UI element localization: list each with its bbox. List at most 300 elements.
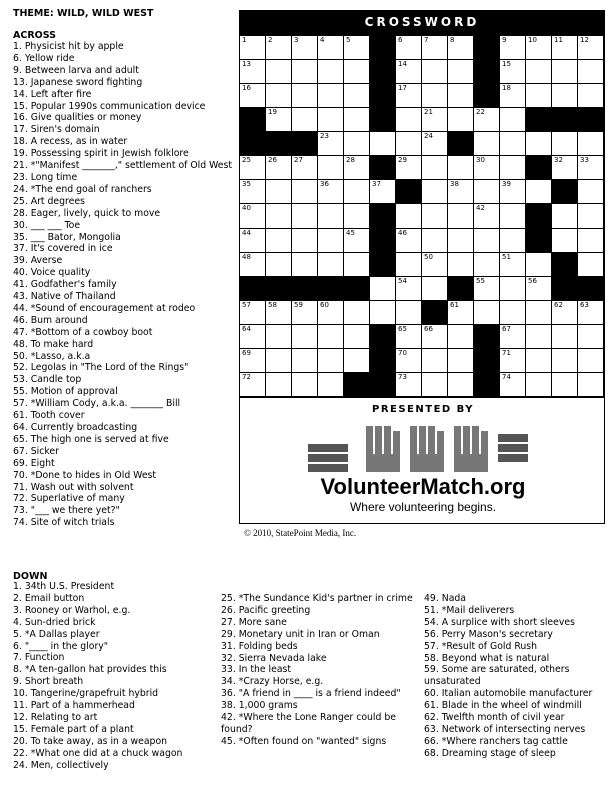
grid-cell[interactable] — [500, 108, 526, 132]
grid-cell[interactable] — [240, 301, 266, 325]
grid-cell[interactable] — [448, 36, 474, 60]
grid-cell[interactable] — [396, 84, 422, 108]
grid-cell[interactable] — [578, 84, 604, 108]
black-square — [474, 60, 500, 84]
clue-number: 61 — [450, 301, 459, 309]
grid-cell[interactable] — [500, 373, 526, 397]
across-clue: 46. Bum around — [13, 314, 88, 326]
grid-cell[interactable] — [422, 180, 448, 204]
grid-cell[interactable] — [422, 84, 448, 108]
grid-cell[interactable] — [500, 325, 526, 349]
grid-cell[interactable] — [526, 277, 552, 301]
grid-cell[interactable] — [526, 325, 552, 349]
across-clue: 65. The high one is served at five — [13, 433, 169, 445]
grid-cell[interactable] — [240, 253, 266, 277]
grid-cell[interactable] — [526, 60, 552, 84]
grid-cell[interactable] — [292, 36, 318, 60]
grid-cell[interactable] — [422, 373, 448, 397]
grid-cell[interactable] — [448, 156, 474, 180]
clue-number: 63 — [580, 301, 589, 309]
black-square — [526, 156, 552, 180]
clue-number: 73 — [398, 373, 407, 381]
down-clue: 26. Pacific greeting — [221, 604, 311, 616]
grid-cell[interactable] — [552, 325, 578, 349]
grid-cell[interactable] — [344, 325, 370, 349]
across-clue: 14. Left after fire — [13, 88, 92, 100]
grid-cell[interactable] — [292, 180, 318, 204]
black-square — [474, 373, 500, 397]
grid-cell[interactable] — [552, 229, 578, 253]
grid-cell[interactable] — [292, 325, 318, 349]
presented-by-label: PRESENTED BY — [371, 404, 474, 415]
grid-cell[interactable] — [292, 156, 318, 180]
down-clue: 57. *Result of Gold Rush — [424, 640, 537, 652]
grid-cell[interactable] — [266, 84, 292, 108]
grid-cell[interactable] — [318, 325, 344, 349]
black-square — [370, 156, 396, 180]
grid-cell[interactable] — [474, 180, 500, 204]
grid-cell[interactable] — [240, 84, 266, 108]
grid-cell[interactable] — [578, 156, 604, 180]
grid-cell[interactable] — [500, 277, 526, 301]
across-clue: 43. Native of Thailand — [13, 291, 116, 303]
clue-number: 46 — [398, 229, 407, 237]
clue-number: 29 — [398, 156, 407, 164]
grid-cell[interactable] — [552, 156, 578, 180]
down-clue: 24. Men, collectively — [13, 759, 109, 771]
clue-number: 21 — [424, 108, 433, 116]
grid-cell[interactable] — [240, 36, 266, 60]
black-square — [578, 277, 604, 301]
clue-number: 44 — [242, 229, 251, 237]
black-square — [370, 349, 396, 373]
grid-cell[interactable] — [526, 349, 552, 373]
black-square — [396, 180, 422, 204]
grid-cell[interactable] — [292, 229, 318, 253]
grid-cell[interactable] — [318, 229, 344, 253]
grid-cell[interactable] — [474, 156, 500, 180]
hands-logo-icon — [308, 426, 528, 474]
down-clue: 62. Twelfth month of civil year — [424, 712, 565, 724]
down-clue: 4. Sun-dried brick — [13, 616, 96, 628]
across-clue: 70. *Done to hides in Old West — [13, 469, 157, 481]
across-clue: 74. Site of witch trials — [13, 517, 115, 529]
clue-number: 7 — [424, 36, 429, 44]
grid-cell[interactable] — [344, 301, 370, 325]
down-clue: 6. "____ in the glory" — [13, 640, 109, 652]
grid-cell[interactable] — [344, 132, 370, 156]
black-square — [344, 277, 370, 301]
grid-cell[interactable] — [474, 204, 500, 229]
clue-number: 18 — [502, 84, 511, 92]
across-clue: 50. *Lasso, a.k.a — [13, 350, 91, 362]
grid-cell[interactable] — [500, 229, 526, 253]
grid-cell[interactable] — [370, 301, 396, 325]
grid-cell[interactable] — [344, 156, 370, 180]
grid-cell[interactable] — [422, 325, 448, 349]
clue-number: 74 — [502, 373, 511, 381]
grid-cell[interactable] — [396, 229, 422, 253]
grid-cell[interactable] — [500, 349, 526, 373]
grid-cell[interactable] — [318, 349, 344, 373]
grid-cell[interactable] — [578, 301, 604, 325]
grid-cell[interactable] — [500, 301, 526, 325]
down-clue: 36. "A friend in ____ is a friend indeed" — [221, 688, 401, 700]
down-clue-list-2 — [221, 593, 416, 748]
clue-number: 42 — [476, 204, 485, 212]
grid-cell[interactable] — [578, 180, 604, 204]
grid-cell[interactable] — [578, 36, 604, 60]
grid-cell[interactable] — [552, 301, 578, 325]
across-clue: 35. ___ Bator, Mongolia — [13, 231, 121, 243]
grid-cell[interactable] — [422, 204, 448, 229]
grid-cell[interactable] — [526, 373, 552, 397]
grid-cell[interactable] — [396, 349, 422, 373]
grid-cell[interactable] — [396, 108, 422, 132]
black-square — [552, 108, 578, 132]
grid-cell[interactable] — [500, 156, 526, 180]
grid-cell[interactable] — [578, 132, 604, 156]
clue-number: 58 — [268, 301, 277, 309]
grid-cell[interactable] — [422, 36, 448, 60]
crossword-grid[interactable] — [239, 35, 605, 398]
down-clue: 1. 34th U.S. President — [13, 581, 115, 592]
grid-cell[interactable] — [448, 229, 474, 253]
grid-cell[interactable] — [448, 301, 474, 325]
across-clue: 57. *William Cody, a.k.a. _______ Bill — [13, 398, 181, 410]
down-clue: 22. *What one did at a chuck wagon — [13, 747, 183, 759]
grid-cell[interactable] — [552, 60, 578, 84]
clue-number: 60 — [320, 301, 329, 309]
black-square — [240, 277, 266, 301]
clue-number: 13 — [242, 60, 251, 68]
black-square — [422, 301, 448, 325]
black-square — [370, 253, 396, 277]
grid-cell[interactable] — [266, 253, 292, 277]
down-clue: 2. Email button — [13, 592, 85, 604]
grid-cell[interactable] — [240, 204, 266, 229]
black-square — [370, 325, 396, 349]
grid-cell[interactable] — [318, 84, 344, 108]
across-clue: 61. Tooth cover — [13, 410, 85, 422]
grid-cell[interactable] — [292, 84, 318, 108]
clue-number: 39 — [502, 180, 511, 188]
across-clue: 40. Voice quality — [13, 267, 91, 279]
grid-cell[interactable] — [240, 156, 266, 180]
across-clue: 71. Wash out with solvent — [13, 481, 134, 493]
grid-cell[interactable] — [578, 60, 604, 84]
grid-cell[interactable] — [578, 253, 604, 277]
black-square — [240, 108, 266, 132]
down-clue-list-1 — [13, 581, 213, 772]
clue-number: 23 — [320, 132, 329, 140]
down-clue: 31. Folding beds — [221, 640, 298, 652]
grid-cell[interactable] — [318, 253, 344, 277]
clue-number: 57 — [242, 301, 251, 309]
grid-cell[interactable] — [240, 325, 266, 349]
sponsor-tagline: Where volunteering begins. — [349, 500, 497, 514]
clue-number: 17 — [398, 84, 407, 92]
grid-cell[interactable] — [474, 108, 500, 132]
down-clue: 61. Blade in the wheel of windmill — [424, 700, 582, 712]
clue-number: 62 — [554, 301, 563, 309]
black-square — [526, 229, 552, 253]
across-clue: 1. Physicist hit by apple — [13, 41, 124, 52]
black-square — [266, 132, 292, 156]
down-clue: 5. *A Dallas player — [13, 628, 100, 640]
grid-cell[interactable] — [318, 204, 344, 229]
grid-cell[interactable] — [500, 132, 526, 156]
grid-cell[interactable] — [370, 277, 396, 301]
grid-cell[interactable] — [292, 60, 318, 84]
grid-cell[interactable] — [448, 325, 474, 349]
down-clue: 12. Relating to art — [13, 711, 98, 723]
clue-number: 25 — [242, 156, 251, 164]
across-clue: 39. Averse — [13, 255, 63, 267]
grid-cell[interactable] — [526, 253, 552, 277]
grid-cell[interactable] — [448, 204, 474, 229]
grid-cell[interactable] — [292, 373, 318, 397]
grid-cell[interactable] — [344, 253, 370, 277]
grid-cell[interactable] — [266, 373, 292, 397]
down-clue: 25. *The Sundance Kid's partner in crime — [221, 593, 413, 604]
down-clue: 54. A surplice with short sleeves — [424, 616, 575, 628]
grid-cell[interactable] — [578, 229, 604, 253]
grid-cell[interactable] — [552, 84, 578, 108]
grid-cell[interactable] — [578, 349, 604, 373]
clue-number: 6 — [398, 36, 403, 44]
down-clue: 10. Tangerine/grapefruit hybrid — [13, 688, 159, 700]
grid-cell[interactable] — [396, 156, 422, 180]
clue-number: 28 — [346, 156, 355, 164]
grid-cell[interactable] — [396, 325, 422, 349]
grid-cell[interactable] — [578, 325, 604, 349]
grid-cell[interactable] — [266, 156, 292, 180]
black-square — [344, 373, 370, 397]
clue-number: 66 — [424, 325, 433, 333]
grid-cell[interactable] — [526, 301, 552, 325]
grid-cell[interactable] — [318, 108, 344, 132]
grid-cell[interactable] — [396, 277, 422, 301]
down-clue: 59. Some are saturated, others unsaturated — [424, 664, 573, 688]
grid-cell[interactable] — [370, 132, 396, 156]
clue-number: 12 — [580, 36, 589, 44]
down-clue: 56. Perry Mason's secretary — [424, 628, 553, 640]
grid-cell[interactable] — [396, 301, 422, 325]
grid-cell[interactable] — [396, 60, 422, 84]
grid-cell[interactable] — [266, 180, 292, 204]
grid-cell[interactable] — [396, 253, 422, 277]
grid-cell[interactable] — [318, 373, 344, 397]
grid-cell[interactable] — [474, 253, 500, 277]
grid-cell[interactable] — [344, 84, 370, 108]
sponsor-box — [239, 398, 605, 524]
grid-cell[interactable] — [318, 156, 344, 180]
grid-cell[interactable] — [500, 253, 526, 277]
black-square — [370, 108, 396, 132]
theme-heading: THEME: WILD, WILD WEST — [13, 8, 154, 19]
grid-cell[interactable] — [500, 84, 526, 108]
grid-cell[interactable] — [578, 373, 604, 397]
clue-number: 70 — [398, 349, 407, 357]
grid-cell[interactable] — [500, 36, 526, 60]
clue-number: 71 — [502, 349, 511, 357]
across-clue: 23. Long time — [13, 171, 78, 183]
grid-cell[interactable] — [292, 301, 318, 325]
grid-cell[interactable] — [422, 60, 448, 84]
grid-cell[interactable] — [344, 36, 370, 60]
grid-cell[interactable] — [240, 349, 266, 373]
grid-cell[interactable] — [240, 60, 266, 84]
down-clue: 20. To take away, as in a weapon — [13, 735, 168, 747]
across-clue: 15. Popular 1990s communication device — [13, 100, 206, 112]
grid-cell[interactable] — [266, 301, 292, 325]
clue-number: 2 — [268, 36, 273, 44]
grid-cell[interactable] — [526, 180, 552, 204]
grid-cell[interactable] — [344, 204, 370, 229]
clue-number: 65 — [398, 325, 407, 333]
grid-cell[interactable] — [266, 349, 292, 373]
clue-number: 67 — [502, 325, 511, 333]
grid-cell[interactable] — [240, 373, 266, 397]
black-square — [474, 84, 500, 108]
grid-cell[interactable] — [344, 349, 370, 373]
grid-cell[interactable] — [500, 60, 526, 84]
grid-cell[interactable] — [474, 132, 500, 156]
grid-cell[interactable] — [448, 253, 474, 277]
clue-number: 19 — [268, 108, 277, 116]
grid-cell[interactable] — [318, 301, 344, 325]
clue-number: 4 — [320, 36, 325, 44]
grid-cell[interactable] — [448, 108, 474, 132]
grid-cell[interactable] — [292, 108, 318, 132]
grid-cell[interactable] — [266, 325, 292, 349]
grid-cell[interactable] — [474, 277, 500, 301]
black-square — [370, 229, 396, 253]
clue-number: 1 — [242, 36, 247, 44]
grid-cell[interactable] — [344, 229, 370, 253]
grid-cell[interactable] — [552, 132, 578, 156]
grid-cell[interactable] — [292, 349, 318, 373]
clue-number: 8 — [450, 36, 455, 44]
grid-cell[interactable] — [318, 36, 344, 60]
black-square — [474, 325, 500, 349]
black-square — [318, 277, 344, 301]
black-square — [526, 108, 552, 132]
copyright-notice: © 2010, StatePoint Media, Inc. — [244, 528, 357, 538]
grid-cell[interactable] — [292, 253, 318, 277]
grid-cell[interactable] — [266, 229, 292, 253]
clue-number: 51 — [502, 253, 511, 261]
across-clue: 53. Candle top — [13, 374, 82, 386]
down-clue: 27. More sane — [221, 616, 287, 628]
grid-cell[interactable] — [318, 60, 344, 84]
grid-cell[interactable] — [370, 180, 396, 204]
grid-cell[interactable] — [448, 349, 474, 373]
clue-number: 5 — [346, 36, 351, 44]
down-clue: 58. Beyond what is natural — [424, 652, 550, 664]
clue-number: 16 — [242, 84, 251, 92]
clue-number: 36 — [320, 180, 329, 188]
grid-cell[interactable] — [422, 349, 448, 373]
black-square — [370, 36, 396, 60]
clue-number: 72 — [242, 373, 251, 381]
grid-cell[interactable] — [448, 84, 474, 108]
sponsor-name: VolunteerMatch.org — [320, 474, 526, 499]
grid-cell[interactable] — [448, 373, 474, 397]
grid-cell[interactable] — [500, 204, 526, 229]
grid-cell[interactable] — [448, 60, 474, 84]
grid-cell[interactable] — [422, 229, 448, 253]
grid-cell[interactable] — [266, 60, 292, 84]
grid-cell[interactable] — [526, 36, 552, 60]
grid-cell[interactable] — [526, 84, 552, 108]
across-clue: 37. It's covered in ice — [13, 243, 113, 255]
down-clue: 60. Italian automobile manufacturer — [424, 688, 593, 700]
grid-cell[interactable] — [500, 180, 526, 204]
clue-number: 64 — [242, 325, 251, 333]
across-clue: 6. Yellow ride — [13, 52, 75, 64]
down-clue: 63. Network of intersecting nerves — [424, 723, 586, 735]
clue-number: 35 — [242, 180, 251, 188]
grid-cell[interactable] — [318, 132, 344, 156]
grid-cell[interactable] — [396, 132, 422, 156]
grid-cell[interactable] — [422, 132, 448, 156]
black-square — [552, 180, 578, 204]
black-square — [240, 132, 266, 156]
grid-cell[interactable] — [344, 60, 370, 84]
grid-cell[interactable] — [396, 204, 422, 229]
across-clue: 55. Motion of approval — [13, 386, 118, 398]
grid-cell[interactable] — [552, 373, 578, 397]
grid-cell[interactable] — [578, 204, 604, 229]
grid-cell[interactable] — [396, 373, 422, 397]
grid-cell[interactable] — [448, 180, 474, 204]
grid-cell[interactable] — [422, 108, 448, 132]
grid-cell[interactable] — [552, 36, 578, 60]
grid-cell[interactable] — [240, 229, 266, 253]
grid-cell[interactable] — [344, 180, 370, 204]
grid-cell[interactable] — [552, 204, 578, 229]
grid-cell[interactable] — [266, 36, 292, 60]
black-square — [474, 349, 500, 373]
grid-cell[interactable] — [552, 349, 578, 373]
grid-cell[interactable] — [292, 204, 318, 229]
down-clue: 32. Sierra Nevada lake — [221, 652, 327, 664]
grid-cell[interactable] — [266, 204, 292, 229]
grid-cell[interactable] — [474, 301, 500, 325]
clue-number: 59 — [294, 301, 303, 309]
grid-cell[interactable] — [422, 253, 448, 277]
across-clue: 47. *Bottom of a cowboy boot — [13, 326, 153, 338]
across-clue: 25. Art degrees — [13, 195, 85, 207]
grid-cell[interactable] — [474, 229, 500, 253]
grid-cell[interactable] — [344, 108, 370, 132]
grid-cell[interactable] — [266, 108, 292, 132]
black-square — [552, 277, 578, 301]
grid-cell[interactable] — [240, 180, 266, 204]
grid-cell[interactable] — [396, 36, 422, 60]
across-clue: 9. Between larva and adult — [13, 64, 139, 76]
grid-cell[interactable] — [318, 180, 344, 204]
clue-number: 48 — [242, 253, 251, 261]
grid-cell[interactable] — [526, 132, 552, 156]
crossword-title: CROSSWORD — [239, 10, 605, 35]
down-clue-list-3 — [424, 593, 609, 760]
black-square — [578, 108, 604, 132]
grid-cell[interactable] — [422, 277, 448, 301]
grid-cell[interactable] — [422, 156, 448, 180]
